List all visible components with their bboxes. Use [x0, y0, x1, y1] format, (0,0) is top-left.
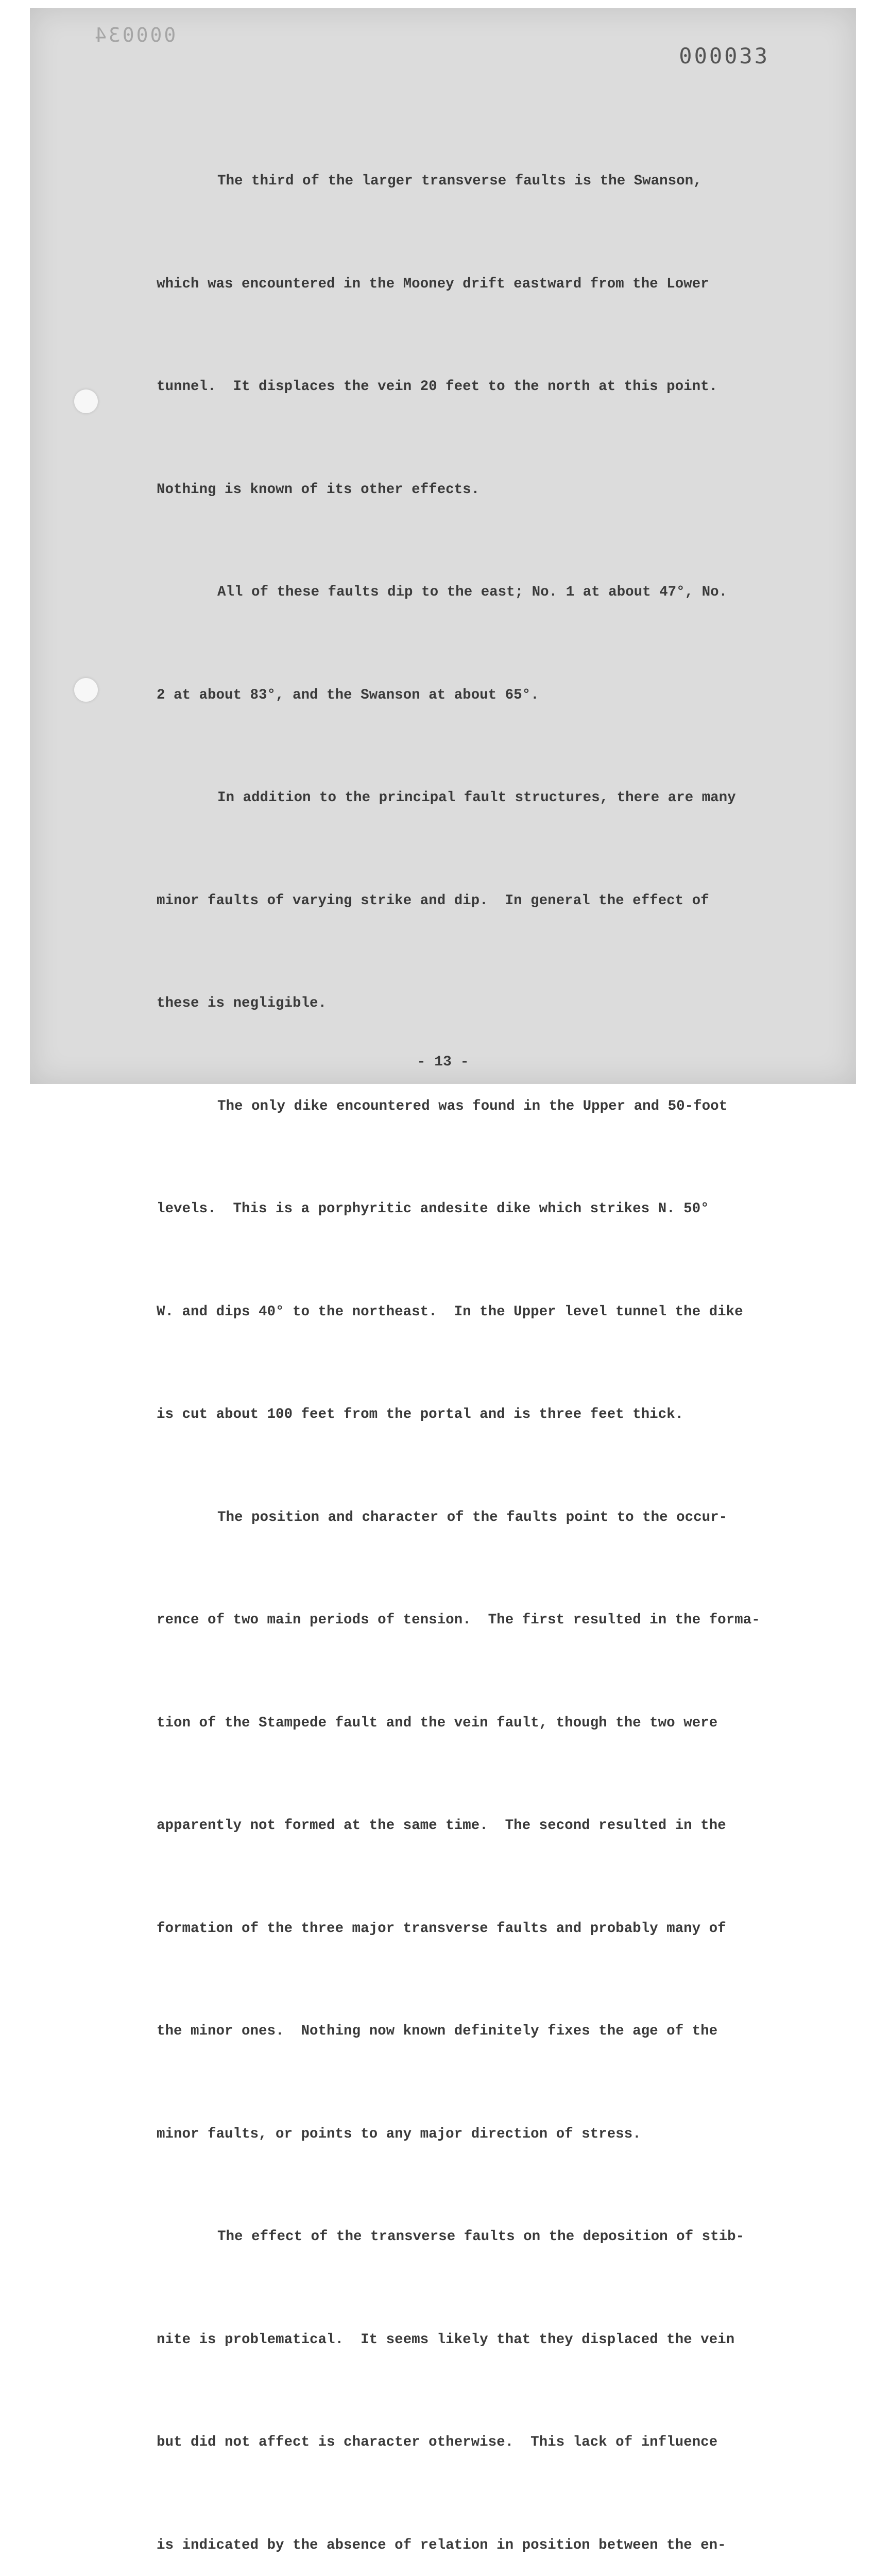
text-line: levels. This is a porphyritic andesite dike which strikes N. 50°: [157, 1201, 709, 1217]
text-line: minor faults of varying strike and dip. In general the effect of: [157, 892, 709, 909]
text-line: Nothing is known of its other effects.: [157, 481, 480, 498]
text-line: but did not affect is character otherwise. This lack of influence: [157, 2434, 718, 2450]
page-number: - 13 -: [417, 1054, 469, 1070]
text-line: minor faults, or points to any major direction of stress.: [157, 2126, 641, 2142]
text-line: In addition to the principal fault structures, there are many: [217, 790, 736, 806]
text-line: The position and character of the faults point to the occur-: [217, 1509, 728, 1526]
bates-number-stamp: 000033: [679, 43, 769, 69]
text-line: tunnel. It displaces the vein 20 feet to the north at this point.: [157, 379, 718, 395]
text-line: tion of the Stampede fault and the vein fault, though the two were: [157, 1715, 718, 1731]
text-line: nite is problematical. It seems likely that they displaced the vein: [157, 2331, 735, 2348]
punch-hole-lower: [74, 678, 98, 702]
text-line: The effect of the transverse faults on the deposition of stib-: [217, 2229, 745, 2245]
text-line: All of these faults dip to the east; No. 1 at about 47°, No.: [217, 584, 728, 600]
text-line: 2 at about 83°, and the Swanson at about 65°.: [157, 687, 539, 703]
text-line: The only dike encountered was found in the Upper and 50-foot: [217, 1098, 728, 1114]
text-line: The third of the larger transverse faults is the Swanson,: [217, 173, 702, 189]
text-line: rence of two main periods of tension. The first resulted in the forma-: [157, 1612, 760, 1628]
text-line: apparently not formed at the same time. The second resulted in the: [157, 1818, 726, 1834]
text-line: formation of the three major transverse faults and probably many of: [157, 1920, 726, 1937]
text-line: is cut about 100 feet from the portal and is three feet thick.: [157, 1406, 684, 1422]
punch-hole-upper: [74, 389, 98, 413]
text-line: is indicated by the absence of relation in position between the en-: [157, 2537, 726, 2553]
document-page: [30, 8, 856, 2553]
text-line: W. and dips 40° to the northeast. In the Upper level tunnel the dike: [157, 1303, 743, 1320]
text-line: these is negligible.: [157, 995, 327, 1011]
text-line: which was encountered in the Mooney drift eastward from the Lower: [157, 276, 709, 292]
faded-bates-stamp: 000034: [93, 24, 176, 46]
body-text: [157, 96, 795, 2576]
text-line: the minor ones. Nothing now known definitely fixes the age of the: [157, 2023, 718, 2039]
